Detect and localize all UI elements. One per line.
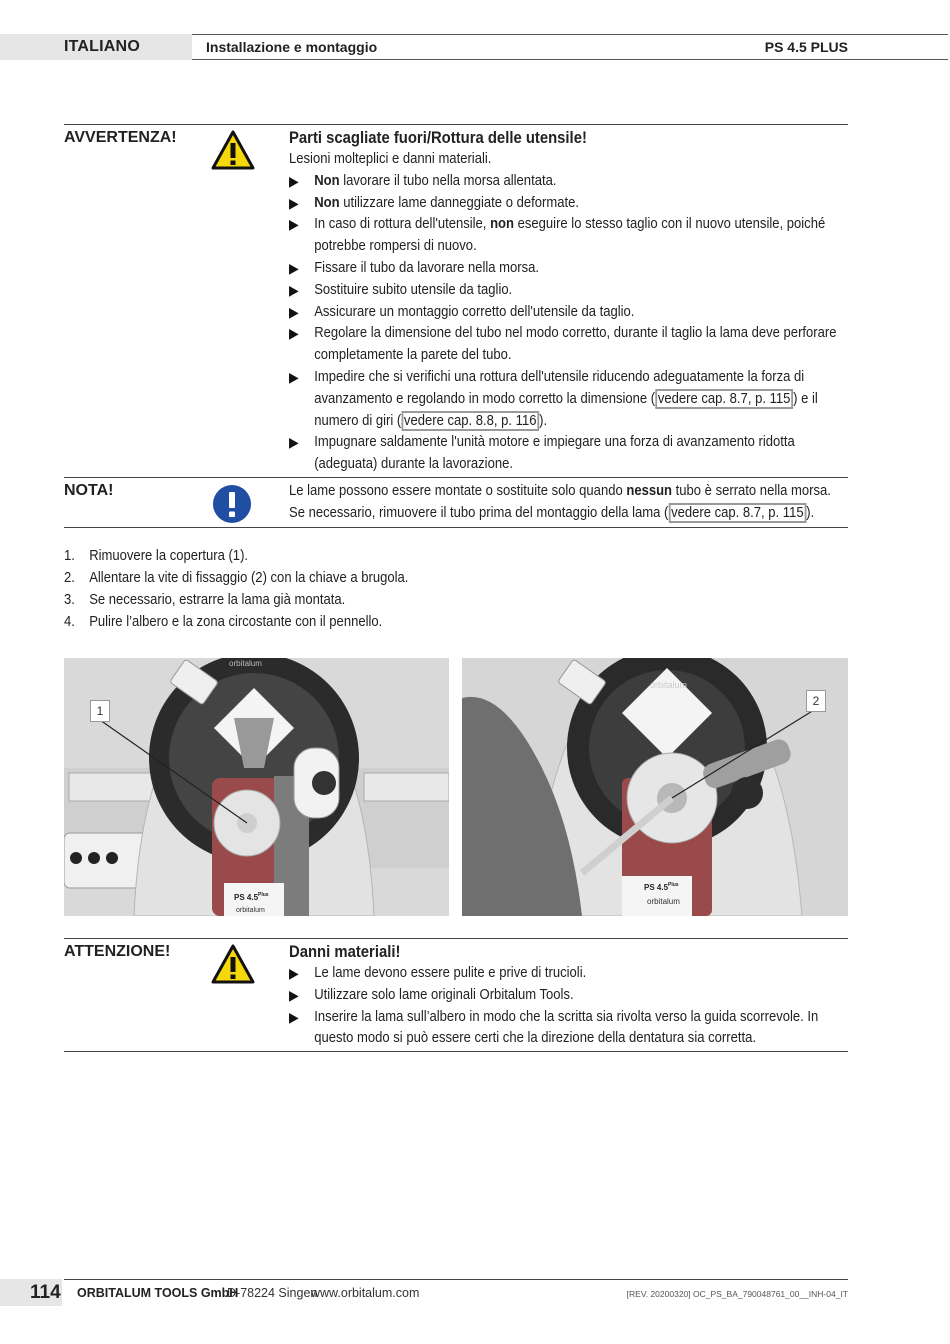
header-product: PS 4.5 PLUS [764,39,848,55]
figure-remove-cover [64,658,449,916]
warning-bullet [289,323,849,367]
figure-loosen-screw [462,658,848,916]
brand-label: orbitalum [229,659,262,668]
warning-bullet [289,367,849,432]
footer-address: D-78224 Singen [227,1286,318,1300]
warning-triangle-icon [211,130,255,175]
machine-label: PS 4.5 [644,883,669,892]
warning-body [289,127,849,476]
warning-bullet [289,171,849,193]
warning-label: AVVERTENZA! [64,129,177,146]
warning-bullet [289,432,849,476]
footer-company: ORBITALUM TOOLS GmbH [77,1286,239,1300]
step-text: Allentare la vite di fissaggio (2) con la chiave a brugola. [89,570,409,586]
footer-rule [64,1279,848,1280]
bullet-text: Fissare il tubo da lavorare nella morsa. [314,259,540,276]
caution-title: Danni materiali! [289,943,401,961]
header-rule-bottom [192,59,948,60]
step-item [64,611,408,633]
warning-bullet [289,280,849,302]
bullet-text: Assicurare un montaggio corretto dell'utensile da taglio. [314,303,635,320]
step-number: 1. [64,548,75,564]
cross-reference-link[interactable]: vedere cap. 8.8, p. 116 [401,411,539,431]
warning-bullet [289,258,849,280]
bullet-text: Impugnare saldamente l'unità motore e impiegare una forza di avanzamento ridotta (adeguata) durante la lavorazione. [314,434,795,473]
figure-callout-2: 2 [806,690,826,712]
machine-label-superscript: Plus [258,892,269,898]
note-text: tubo è serrato nella morsa. Se necessario, rimuovere il tubo prima del montaggio della lama ( [289,483,831,521]
caution-bullet: ▶ Inserire la lama sull’albero in modo che la scritta sia rivolta verso la guida scorrevole. In questo modo si può essere certi che la direzione della dentatura sia corretta. [289,1007,849,1051]
header-rule-top [192,34,948,35]
step-text: Pulire l’albero e la zona circostante con il pennello. [89,614,383,630]
bullet-text: Impedire che si verifichi una rottura dell'utensile riducendo adeguatamente la forza di avanzamento e regolando in modo corretto la dimensione ( [314,368,805,407]
warning-triangle-icon [211,944,255,989]
bullet-text: Regolare la dimensione del tubo nel modo corretto, durante il taglio la lama deve perforare completamente la parete del tubo. [314,325,837,364]
machine-label: PS 4.5 [234,893,259,902]
note-label: NOTA! [64,482,114,499]
header-section-title: Installazione e montaggio [206,39,378,55]
page-number: 114 [30,1282,61,1303]
figure-callout-1: 1 [90,700,110,722]
caution-rule-bottom [64,1051,848,1052]
caution-bullet: ▶ Le lame devono essere pulite e prive di trucioli. [289,963,849,985]
bullet-bold: non [490,216,514,233]
note-text: ). [806,504,815,521]
bullet-text: utilizzare lame danneggiate o deformate. [339,194,579,211]
footer-revision: [REV. 20200320] OC_PS_BA_790048761_00__INH-04_IT [626,1289,848,1299]
note-rule-bottom [64,527,848,528]
step-text: Rimuovere la copertura (1). [89,548,249,564]
warning-bullet [289,214,849,258]
machine-label-superscript: Plus [668,882,679,888]
brand-label: orbitalum [650,680,688,690]
bullet-text: Sostituire subito utensile da taglio. [314,281,513,298]
warning-bullet [289,193,849,215]
step-text: Se necessario, estrarre la lama già montata. [89,592,346,608]
bullet-text: eseguire lo stesso taglio con il nuovo utensile, poiché potrebbe rompersi di nuovo. [314,216,826,255]
warning-title: Parti scagliate fuori/Rottura delle utensile! [289,129,587,147]
step-number: 2. [64,570,75,586]
cross-reference-link[interactable]: vedere cap. 8.7, p. 115 [655,389,793,409]
bullet-text: In caso di rottura dell'utensile, [314,216,491,233]
bullet-bold: Non [314,194,340,211]
cross-reference-link[interactable]: vedere cap. 8.7, p. 115 [668,503,806,523]
warning-rule-top [64,124,848,125]
brand-label: orbitalum [236,907,265,914]
warning-intro: Lesioni molteplici e danni materiali. [289,151,492,167]
brand-label: orbitalum [647,897,680,906]
instruction-steps [64,545,408,633]
info-exclamation-icon [212,484,252,529]
note-rule-top [64,477,848,478]
step-item [64,545,408,567]
warning-bullet [289,302,849,324]
caution-rule-top [64,938,848,939]
step-number: 4. [64,614,75,630]
bullet-text: lavorare il tubo nella morsa allentata. [339,172,557,189]
bullet-text: ) e il numero di giri ( [314,390,818,429]
bullet-text: ). [539,412,548,429]
caution-body [289,941,849,1050]
note-text: Le lame possono essere montate o sostituite solo quando [289,483,627,499]
footer-website[interactable]: www.orbitalum.com [311,1286,420,1300]
caution-label: ATTENZIONE! [64,943,171,960]
step-number: 3. [64,592,75,608]
note-bold: nessun [626,483,673,499]
caution-bullet: ▶ Utilizzare solo lame originali Orbitalum Tools. [289,985,849,1007]
note-body [289,481,849,525]
step-item [64,567,408,589]
step-item [64,589,408,611]
header-language: ITALIANO [64,38,140,55]
bullet-bold: Non [314,172,340,189]
